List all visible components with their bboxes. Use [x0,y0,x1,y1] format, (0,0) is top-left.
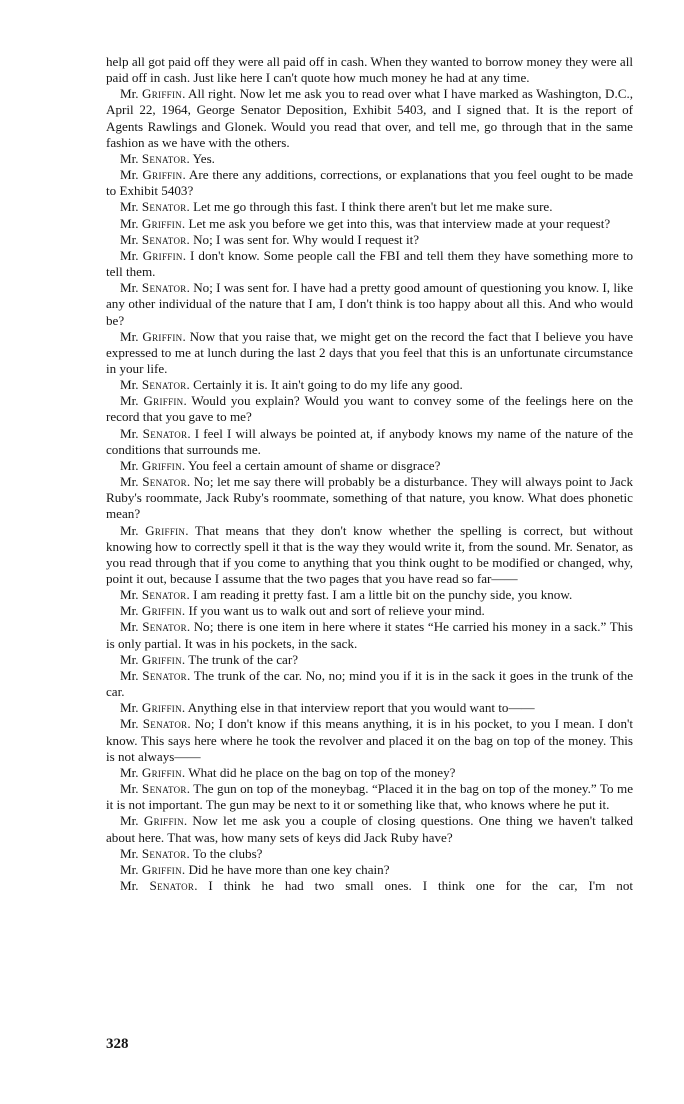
speaker-prefix: Mr. [120,231,142,247]
continued-paragraph [106,54,633,86]
testimony-paragraph: Mr. Griffin. Now that you raise that, we might get on the record the fact that I believe you have expressed to me at lunch during the last 2 days that you feel that this is an unfortunate circumstance in your life. [106,328,634,376]
speaker-name: Griffin [141,215,182,231]
speaker-name: Senator [142,425,188,441]
speaker-prefix: Mr. [120,457,142,473]
paragraph-text: No; let me say there will probably be a disturbance. They will always point to Jack Ruby's roommate, Jack Ruby's roommate, something of that nature, you know. What does phonetic mean? [106,474,634,522]
speaker-prefix: Mr. [120,167,143,183]
speaker-prefix: Mr. [120,522,146,538]
testimony-paragraph: Mr. Senator. I feel I will always be pointed at, if anybody knows my name of the nature of the conditions that surrounds me. [106,425,634,457]
paragraph-text: What did he place on the bag on top of the money? [188,764,456,780]
speaker-prefix: Mr. [120,861,142,877]
speaker-name: Senator [141,280,187,296]
speaker-prefix: Mr. [120,474,143,490]
testimony-paragraph: Mr. Griffin. What did he place on the bag on top of the money? [120,764,456,780]
paragraph-text: help all got paid off they were all paid off in cash. When they wanted to borrow money they were all paid off in cash. Just like here I can't quote how much money he had at any time. [106,54,633,86]
paragraph-text: Let me go through this fast. I think there aren't but let me make sure. [193,199,553,215]
testimony-paragraph: Mr. Griffin. Let me ask you before we get into this, was that interview made at your request? [120,215,611,231]
speaker-prefix: Mr. [120,425,143,441]
testimony-paragraph: Mr. Griffin. If you want us to walk out and sort of relieve your mind. [120,603,485,619]
testimony-paragraph: Mr. Griffin. Now let me ask you a couple of closing questions. One thing we haven't talked about here. That was, how many sets of keys did Jack Ruby have? [106,813,634,845]
paragraph-text: I don't know. Some people call the FBI and tell them they have something more to tell them. [106,247,633,280]
speaker-name: Griffin [141,700,182,716]
speaker-prefix: Mr. [120,781,143,797]
speaker-name: Griffin [145,522,186,538]
paragraph-text: I think he had two small ones. I think one for the car, I'm not [208,877,634,893]
speaker-name: Senator [142,716,188,732]
testimony-paragraph: Mr. Griffin. Are there any additions, corrections, or explanations that you feel ought to be made to Exhibit 5403? [106,167,634,199]
speaker-name: Senator [141,231,187,247]
speaker-name: Senator [141,150,187,166]
testimony-paragraph: Mr. Senator. Yes. [120,150,215,166]
speaker-prefix: Mr. [120,603,142,619]
speaker-name: Griffin [143,813,184,829]
paragraph-text: The trunk of the car. No, no; mind you if it is in the sack it goes in the trunk of the car. [106,667,634,700]
testimony-paragraph: Mr. Senator. To the clubs? [120,845,263,861]
speaker-name: Griffin [141,651,182,667]
paragraph-text: That means that they don't know whether the spelling is correct, but without knowing how to correctly spell it that is the way they would write it, from the sound. Mr. Senator, as you read through that if you come to anything that you think ought to be modified or changed, why, point it out, because I assume that the two pages that you have read so far—— [106,522,634,586]
speaker-prefix: Mr. [120,587,142,603]
speaker-prefix: Mr. [120,393,144,409]
testimony-paragraph: Mr. Griffin. All right. Now let me ask you to read over what I have marked as Washington, D.C., April 22, 1964, George Senator Deposition, Exhibit 5403, and I signed that. It is the report of Agents Rawlings and Glonek. Would you read that over, and tell me, go through that in the same fashion as we have with the others. [106,86,634,150]
speaker-name: Senator [141,377,187,393]
testimony-paragraph: Mr. Senator. I am reading it pretty fast. I am a little bit on the punchy side, you know. [120,587,573,603]
paragraph-text: All right. Now let me ask you to read over what I have marked as Washington, D.C., April 22, 1964, George Senator Deposition, Exhibit 5403, and I signed that. It is the report of Agents Rawlings and Glonek. Would you read that over, and tell me, go through that in the same fashion as we have with the others. [106,86,634,150]
paragraph-text: Would you explain? Would you want to convey some of the feelings here on the record that you gave to me? [106,393,634,425]
paragraph-text: The gun on top of the moneybag. “Placed it in the bag on top of the money.” To me it is not important. The gun may be next to it or something like that, who knows where he put it. [106,781,634,813]
paragraph-text: You feel a certain amount of shame or disgrace? [187,457,441,473]
paragraph-text: I am reading it pretty fast. I am a little bit on the punchy side, you know. [193,587,573,603]
speaker-name: Griffin [142,247,183,263]
speaker-prefix: Mr. [120,215,142,231]
speaker-prefix: Mr. [120,845,142,861]
speaker-name: Senator [141,845,187,861]
speaker-prefix: Mr. [120,813,144,829]
testimony-paragraph: Mr. Senator. Let me go through this fast. I think there aren't but let me make sure. [120,199,553,215]
speaker-prefix: Mr. [120,377,142,393]
paragraph-text: No; I was sent for. Why would I request it? [193,231,420,247]
paragraph-text: Now that you raise that, we might get on the record the fact that I believe you have expressed to me at lunch during the last 2 days that you feel that this is an unfortunate circumstance in your life. [106,328,634,376]
speaker-prefix: Mr. [120,877,150,893]
paragraph-text: Yes. [192,150,215,166]
speaker-name: Senator [142,781,187,797]
speaker-prefix: Mr. [120,150,142,166]
speaker-prefix: Mr. [120,667,143,683]
paragraph-text: I feel I will always be pointed at, if anybody knows my name of the nature of the conditions that surrounds me. [106,425,634,457]
paragraph-text: Did he have more than one key chain? [188,861,390,877]
paragraph-text: Now let me ask you a couple of closing questions. One thing we haven't talked about here. That was, how many sets of keys did Jack Ruby have? [106,813,634,845]
testimony-paragraph: Mr. Senator. No; there is one item in here where it states “He carried his money in a sack.” This is only partial. It was in his pockets, in the sack. [106,619,633,651]
testimony-paragraph: Mr. Griffin. That means that they don't know whether the spelling is correct, but without knowing how to correctly spell it that is the way they would write it, from the sound. Mr. Senator, as you read through that if you come to anything that you think ought to be modified or changed, why, point it out, because I assume that the two pages that you have read so far—— [106,522,634,586]
speaker-prefix: Mr. [120,86,142,102]
paragraph-text: No; I was sent for. I have had a pretty good amount of questioning you know. I, like any other individual of the nature that I am, I don't think is too happy about all this. And who would be? [106,280,634,328]
testimony-paragraph: Mr. Griffin. I don't know. Some people call the FBI and tell them they have something more to tell them. [106,247,633,280]
testimony-paragraph: Mr. Senator. No; I was sent for. Why would I request it? [120,231,420,247]
testimony-paragraph: Mr. Senator. The gun on top of the moneybag. “Placed it in the bag on top of the money.” To me it is not important. The gun may be next to it or something like that, who knows where he put it. [106,781,634,813]
testimony-paragraph: Mr. Senator. No; let me say there will probably be a disturbance. They will always point to Jack Ruby's roommate, Jack Ruby's roommate, something of that nature, you know. What does phonetic mean? [106,474,634,522]
testimony-paragraph: Mr. Senator. No; I was sent for. I have had a pretty good amount of questioning you know. I, like any other individual of the nature that I am, I don't think is too happy about all this. And who would be? [106,280,634,328]
paragraph-text: Anything else in that interview report that you would want to—— [187,700,535,716]
paragraph-text: Certainly it is. It ain't going to do my life any good. [193,377,463,393]
paragraph-text: No; I don't know if this means anything, it is in his pocket, to you I mean. I don't know. This says here where he took the revolver and placed it on the bag on top of the money. This is not always—— [106,716,634,764]
speaker-name: Senator [142,667,187,683]
testimony-paragraph: Mr. Senator. Certainly it is. It ain't going to do my life any good. [120,377,463,393]
testimony-paragraph: Mr. Senator. I think he had two small ones. I think one for the car, I'm not [120,877,634,893]
speaker-prefix: Mr. [120,700,142,716]
transcript-body [106,54,633,894]
speaker-prefix: Mr. [120,199,142,215]
testimony-paragraph: Mr. Griffin. You feel a certain amount of shame or disgrace? [120,457,441,473]
testimony-paragraph: Mr. Senator. The trunk of the car. No, no; mind you if it is in the sack it goes in the trunk of the car. [106,667,634,700]
speaker-prefix: Mr. [120,247,143,263]
paragraph-text: No; there is one item in here where it states “He carried his money in a sack.” This is only partial. It was in his pockets, in the sack. [106,619,633,651]
speaker-name: Griffin [141,457,182,473]
speaker-name: Griffin [142,167,183,183]
page-number: 328 [106,1036,129,1052]
testimony-paragraph: Mr. Griffin. Would you explain? Would you want to convey some of the feelings here on the record that you gave to me? [106,393,634,425]
paragraph-text: The trunk of the car? [188,651,299,667]
paragraph-text: To the clubs? [192,845,263,861]
speaker-name: Griffin [141,861,182,877]
speaker-name: Griffin [143,393,184,409]
speaker-name: Griffin [141,764,182,780]
testimony-paragraph: Mr. Griffin. The trunk of the car? [120,651,299,667]
speaker-prefix: Mr. [120,619,143,635]
speaker-name: Senator [142,619,187,635]
speaker-prefix: Mr. [120,328,143,344]
speaker-name: Senator [149,877,195,893]
speaker-name: Griffin [141,86,183,102]
paragraph-text: If you want us to walk out and sort of relieve your mind. [188,603,485,619]
testimony-paragraph: Mr. Griffin. Did he have more than one key chain? [120,861,390,877]
paragraph-text: Are there any additions, corrections, or explanations that you feel ought to be made to Exhibit 5403? [106,167,634,199]
speaker-prefix: Mr. [120,651,142,667]
speaker-name: Griffin [141,603,182,619]
speaker-name: Senator [141,199,187,215]
testimony-paragraph: Mr. Senator. No; I don't know if this means anything, it is in his pocket, to you I mean. I don't know. This says here where he took the revolver and placed it on the bag on top of the money. This is not always—— [106,716,634,764]
speaker-prefix: Mr. [120,716,143,732]
testimony-paragraph: Mr. Griffin. Anything else in that interview report that you would want to—— [120,700,535,716]
speaker-prefix: Mr. [120,764,142,780]
speaker-name: Senator [142,474,187,490]
paragraph-text: Let me ask you before we get into this, was that interview made at your request? [188,215,611,231]
speaker-name: Senator [141,587,187,603]
speaker-name: Griffin [142,328,183,344]
speaker-prefix: Mr. [120,280,142,296]
